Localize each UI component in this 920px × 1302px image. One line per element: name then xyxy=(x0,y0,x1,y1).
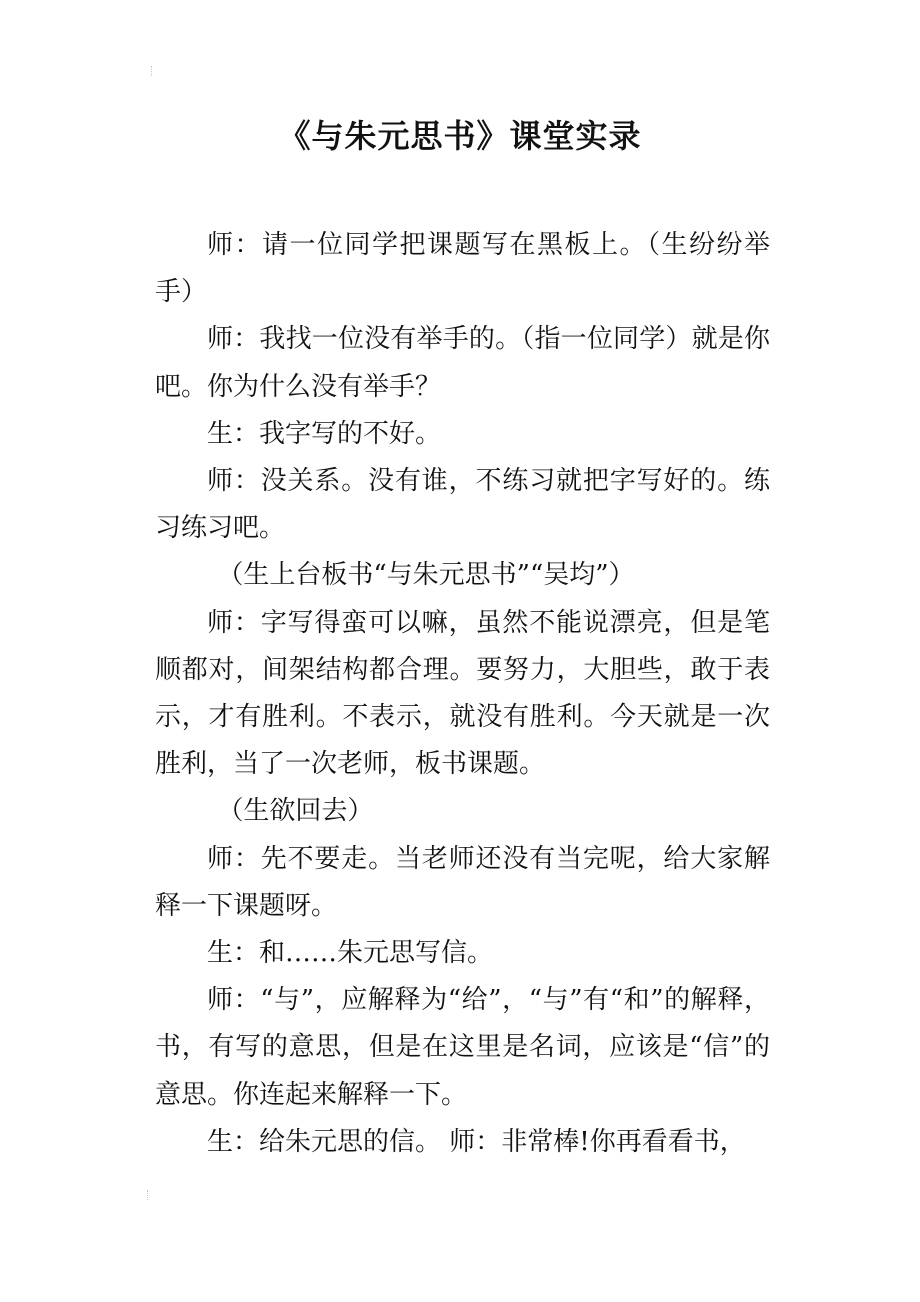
paragraph: 师：先不要走。当老师还没有当完呢，给大家解释一下课题呀。 xyxy=(155,843,770,921)
paragraph: 师：我找一位没有举手的。（指一位同学）就是你吧。你为什么没有举手？ xyxy=(155,324,770,402)
paragraph: （生上台板书“与朱元思书”“吴均”） xyxy=(217,560,635,591)
document-body xyxy=(155,222,770,1166)
paragraph: （生欲回去） xyxy=(217,796,374,827)
scan-mark-bottom xyxy=(147,1190,151,1200)
scan-mark-top xyxy=(151,66,155,76)
paragraph: 生：给朱元思的信。 师：非常棒!你再看看书， xyxy=(207,1126,746,1157)
paragraph: 师：字写得蛮可以嘛，虽然不能说漂亮，但是笔顺都对，间架结构都合理。要努力，大胆些，敢于表示，才有胜利。不表示，就没有胜利。今天就是一次胜利，当了一次老师，板书课题。 xyxy=(155,607,770,780)
paragraph: 师：“与”，应解释为“给”，“与”有“和”的解释，书，有写的意思，但是在这里是名词，应该是“信”的意思。你连起来解释一下。 xyxy=(155,985,770,1110)
paragraph: 师：没关系。没有谁，不练习就把字写好的。练习练习吧。 xyxy=(155,466,770,544)
document-title: 《与朱元思书》课堂实录 xyxy=(278,117,642,155)
paragraph: 生：我字写的不好。 xyxy=(207,418,442,449)
paragraph: 生：和……朱元思写信。 xyxy=(207,938,494,969)
paragraph: 师：请一位同学把课题写在黑板上。（生纷纷举手） xyxy=(155,230,770,308)
